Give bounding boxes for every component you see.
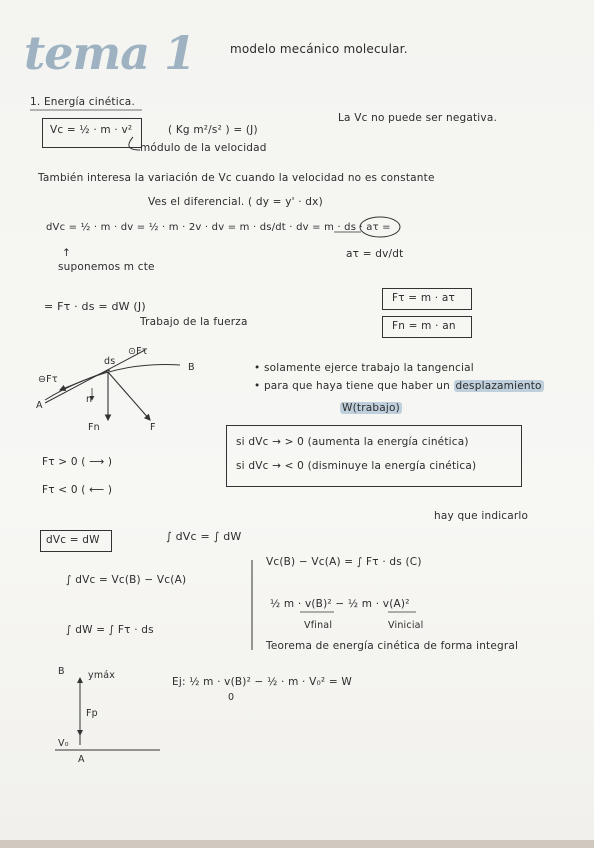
up-arrow: ↑ <box>62 247 71 259</box>
variation-line1: También interesa la variación de Vc cuando la velocidad no es constante <box>38 172 435 184</box>
v-final: Vfinal <box>304 620 333 631</box>
work-equation: = Fτ · ds = dW (J) <box>44 300 146 313</box>
f-label: F <box>150 422 156 433</box>
note-3: W(trabajo) <box>342 402 400 414</box>
lhs-2: ∫ dW = ∫ Fτ · ds <box>66 624 154 636</box>
v-inicial: Vinicial <box>388 620 424 631</box>
highlight-desplazamiento: desplazamiento <box>455 380 542 392</box>
sign-negative: Fτ < 0 ( ⟵ ) <box>42 484 113 496</box>
force-arrow <box>108 372 150 420</box>
integral-eq: ∫ dVc = ∫ dW <box>166 530 242 543</box>
rhs-1: Vc(B) − Vc(A) = ∫ Fτ · ds (C) <box>266 556 422 568</box>
tema-subtitle: modelo mecánico molecular. <box>230 42 408 56</box>
ex-zero: 0 <box>228 692 235 703</box>
energy-box <box>226 425 522 487</box>
lhs-1: ∫ dVc = Vc(B) − Vc(A) <box>66 574 187 586</box>
variation-line2: Ves el diferencial. ( dy = y' · dx) <box>148 196 323 208</box>
ex-v0: V₀ <box>58 738 69 749</box>
page-bottom-edge <box>0 840 594 848</box>
trajectory-curve <box>45 364 180 400</box>
at-equation: aτ = dv/dt <box>346 248 404 260</box>
suponemos-note: suponemos m cte <box>58 261 155 273</box>
section-heading: 1. Energía cinética. <box>30 96 135 108</box>
energy-line1: si dVc → > 0 (aumenta la energía cinética) <box>236 436 469 448</box>
ex-equation: Ej: ½ m · v(B)² − ½ · m · V₀² = W <box>172 676 352 688</box>
units: ( Kg m²/s² ) = (J) <box>168 124 258 136</box>
rhs-2: ½ m · v(B)² − ½ m · v(A)² <box>270 598 410 610</box>
dvc-dw: dVc = dW <box>46 534 100 546</box>
ft-formula: Fτ = m · aτ <box>392 292 456 304</box>
work-label: Trabajo de la fuerza <box>140 316 248 328</box>
fn-label: Fn <box>88 422 100 433</box>
ft-left-arrow <box>60 370 110 390</box>
point-b: B <box>188 362 195 373</box>
n-label: n <box>86 394 93 405</box>
hay-que-indicarlo: hay que indicarlo <box>434 510 529 522</box>
note-1: • solamente ejerce trabajo la tangencial <box>254 362 474 374</box>
ex-ymax: ymáx <box>88 670 116 681</box>
ex-point-b: B <box>58 666 65 677</box>
fn-formula: Fn = m · an <box>392 320 456 332</box>
ex-point-a: A <box>78 754 85 765</box>
modulus-label: módulo de la velocidad <box>140 142 267 154</box>
negative-note: La Vc no puede ser negativa. <box>338 112 497 124</box>
ex-fp: Fp <box>86 708 98 719</box>
ft-left-label: ⊖Fτ <box>38 374 58 385</box>
teorema: Teorema de energía cinética de forma integral <box>266 640 519 652</box>
ds-label: ds <box>104 356 116 367</box>
dvc-equation: dVc = ½ · m · dv = ½ · m · 2v · dv = m · ds/dt · dv = m · ds · aτ = <box>46 222 391 233</box>
ec-formula: Vc = ½ · m · v² <box>50 124 133 136</box>
note-2: • para que haya tiene que haber un desplazamiento <box>254 380 542 392</box>
tema-title: tema 1 <box>24 26 196 80</box>
energy-line2: si dVc → < 0 (disminuye la energía cinética) <box>236 460 477 472</box>
ft-top-label: ⊙Fτ <box>128 346 148 357</box>
sign-positive: Fτ > 0 ( ⟶ ) <box>42 456 113 468</box>
point-a: A <box>36 400 43 411</box>
